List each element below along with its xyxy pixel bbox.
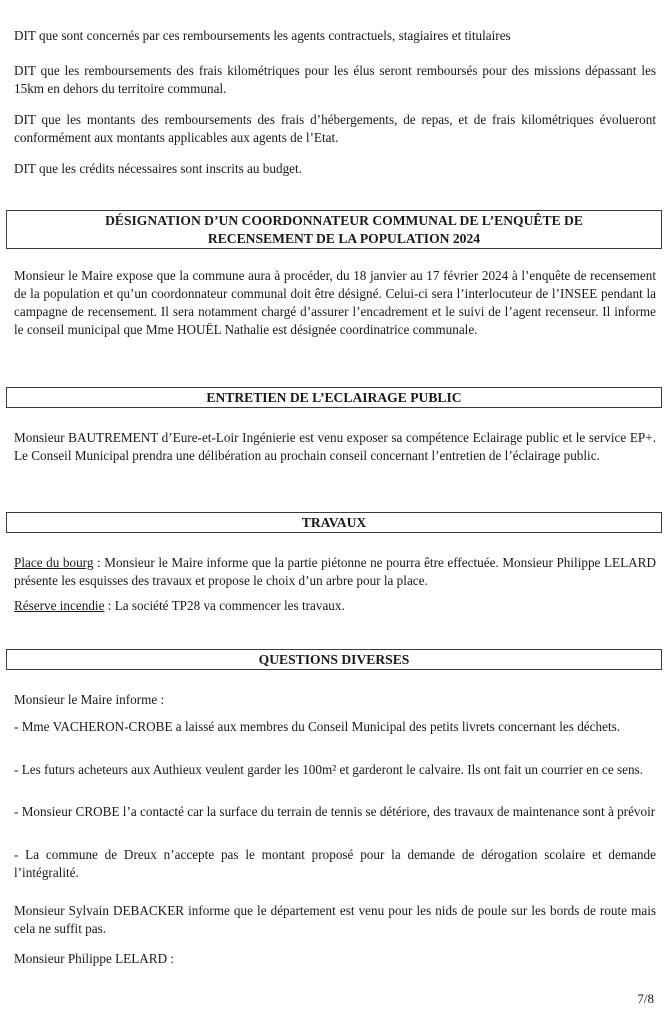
paragraph-dit-agents: DIT que sont concernés par ces remboursements les agents contractuels, stagiaires et titulaires: [14, 28, 511, 43]
travaux-label-reserve-incendie: Réserve incendie: [14, 598, 105, 613]
paragraph-eclairage: Monsieur BAUTREMENT d’Eure-et-Loir Ingénierie est venu exposer sa compétence Eclairage public et le service EP+. Le Conseil Municipal prendra une délibération au prochain conseil concernant l’entretien de l’éclairage public.: [14, 430, 656, 463]
travaux-label-place-du-bourg: Place du bourg: [14, 555, 94, 570]
paragraph-lelard: Monsieur Philippe LELARD :: [14, 951, 175, 966]
paragraph-dit-frais-kilometriques: DIT que les remboursements des frais kilométriques pour les élus seront remboursés pour des missions dépassant les 15km en dehors du territoire communal.: [14, 63, 656, 96]
paragraph-dit-montants: DIT que les montants des remboursements des frais d’hébergements, de repas, et de frais kilométriques évolueront conformément aux montants applicables aux agents de l’Etat.: [14, 112, 656, 145]
section-heading-eclairage: ENTRETIEN DE L’ECLAIRAGE PUBLIC: [6, 387, 662, 408]
section-heading-travaux: TRAVAUX: [6, 512, 662, 533]
section-heading-recensement: DÉSIGNATION D’UN COORDONNATEUR COMMUNAL DE L’ENQUÊTE DE RECENSEMENT DE LA POPULATION 2024: [6, 210, 662, 249]
travaux-text-place-du-bourg: : Monsieur le Maire informe que la partie piétonne ne pourra être effectuée. Monsieur Philippe LELARD présente les esquisses des travaux et propose le choix d’un arbre pour la place.: [14, 555, 656, 588]
page-number: 7/8: [637, 991, 654, 1006]
travaux-text-reserve-incendie: : La société TP28 va commencer les travaux.: [104, 598, 345, 613]
paragraph-maire-informe: Monsieur le Maire informe :: [14, 692, 165, 707]
paragraph-debacker: Monsieur Sylvain DEBACKER informe que le département est venu pour les nids de poule sur les bords de route mais cela ne suffit pas.: [14, 903, 656, 936]
paragraph-recensement: Monsieur le Maire expose que la commune aura à procéder, du 18 janvier au 17 février 2024 à l’enquête de recensement de la population et qu’un coordonnateur communal doit être désigné. Celui-ci sera l’interlocuteur de l’INSEE pendant la campagne de recensement. Il sera notamment chargé d’assurer l’encadrement et le suivi de l’agent recenseur. Il informe le conseil municipal que Mme HOUËL Nathalie est désignée coordinatrice communale.: [14, 268, 656, 337]
question-item-dreux: - La commune de Dreux n’accepte pas le montant proposé pour la demande de dérogation scolaire et demande l’intégralité.: [14, 847, 656, 880]
section-heading-questions-diverses: QUESTIONS DIVERSES: [6, 649, 662, 670]
question-item-authieux: - Les futurs acheteurs aux Authieux veulent garder les 100m² et garderont le calvaire. Ils ont fait un courrier en ce sens.: [14, 762, 644, 777]
travaux-item-reserve-incendie: [14, 597, 656, 615]
question-item-vacheron-crobe: - Mme VACHERON-CROBE a laissé aux membres du Conseil Municipal des petits livrets concernant les déchets.: [14, 719, 621, 734]
question-item-tennis: - Monsieur CROBE l’a contacté car la surface du terrain de tennis se détériore, des travaux de maintenance sont à prévoir: [14, 804, 656, 819]
paragraph-dit-credits: DIT que les crédits nécessaires sont inscrits au budget.: [14, 161, 302, 176]
travaux-item-place-du-bourg: [14, 554, 656, 590]
